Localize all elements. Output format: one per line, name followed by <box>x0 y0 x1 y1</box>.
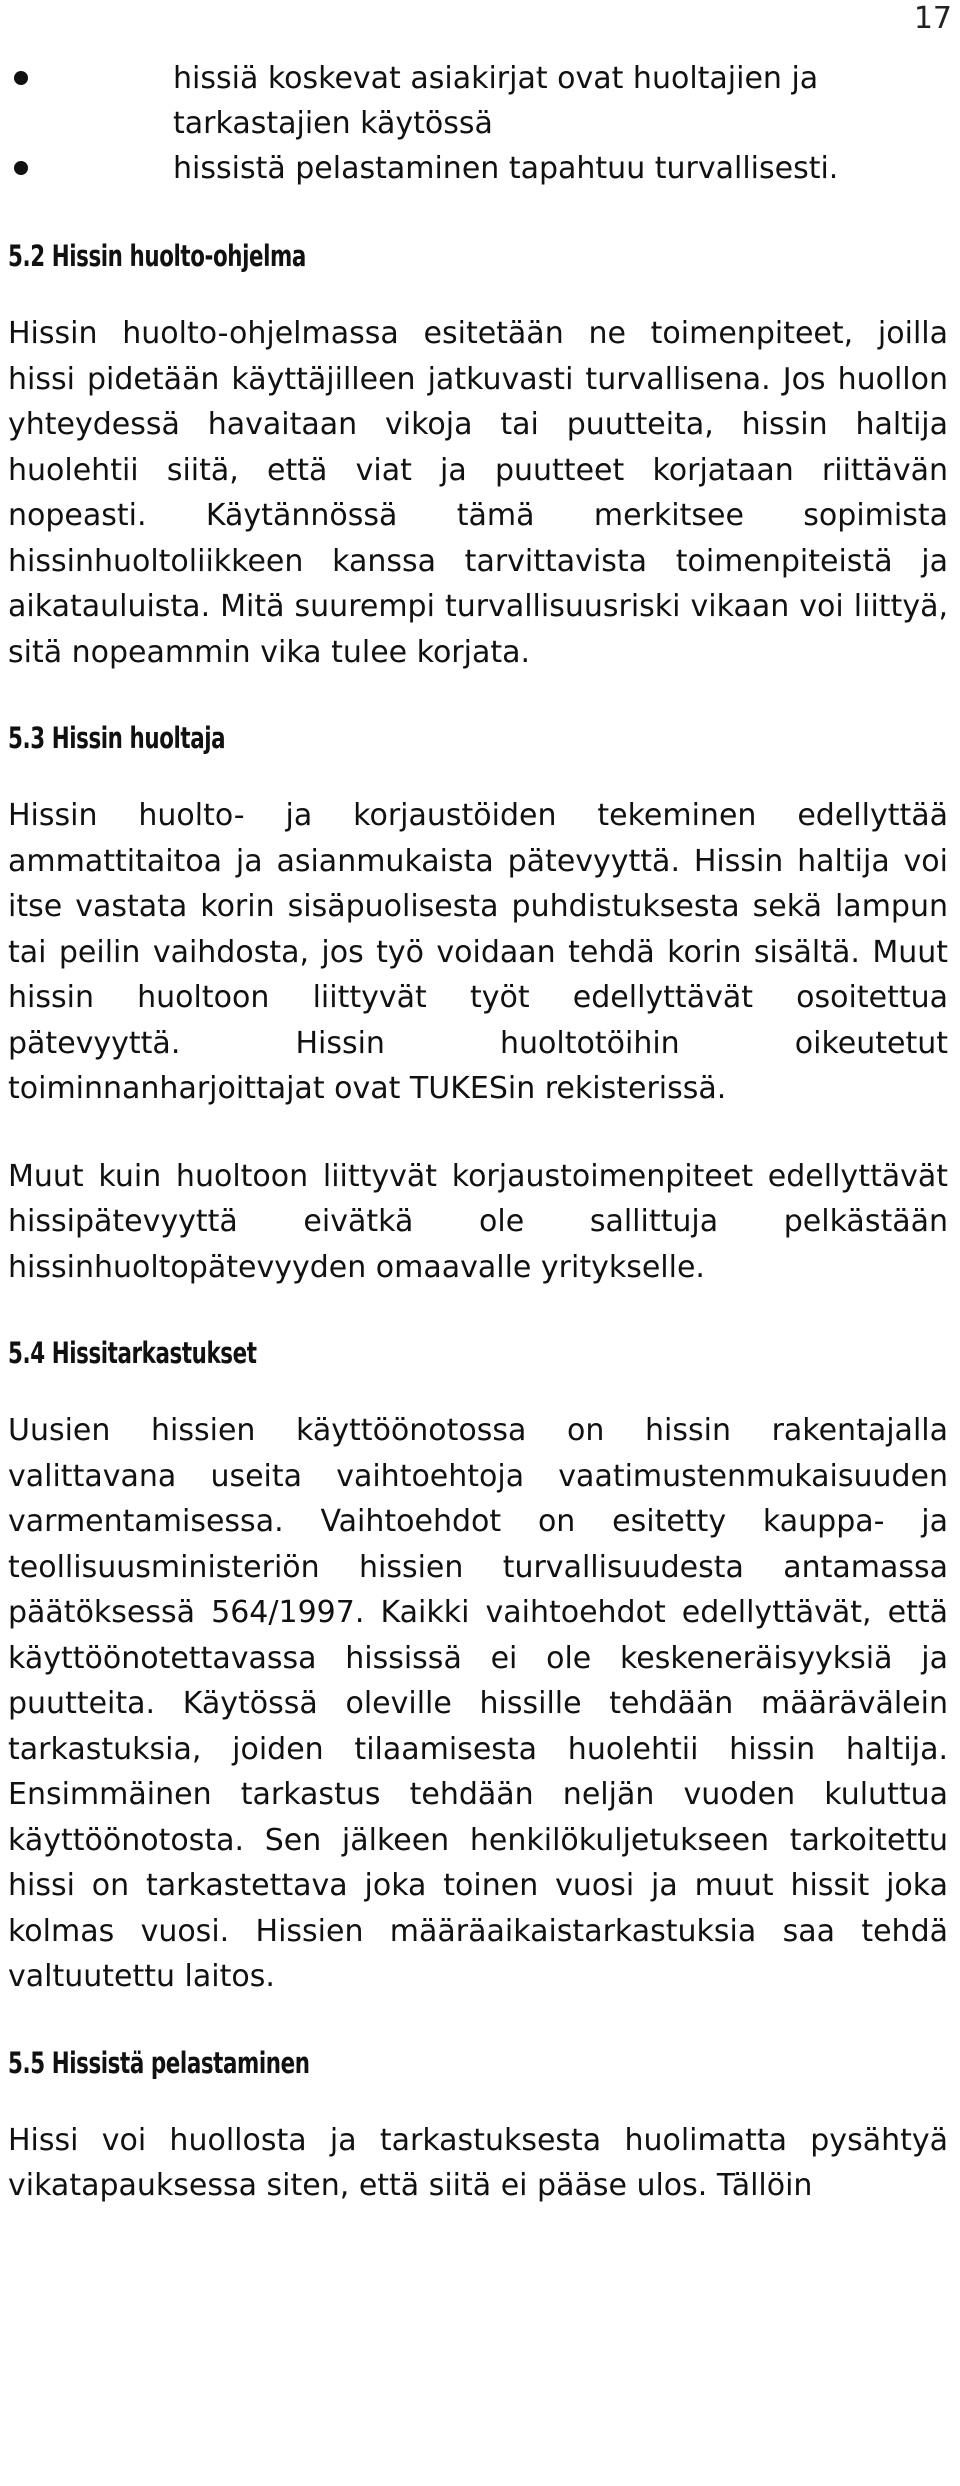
bullet-text: hissiä koskevat asiakirjat ovat huoltajien ja tarkastajien käytössä <box>173 61 819 141</box>
section-5-2 <box>8 235 948 675</box>
bullet-text: hissistä pelastaminen tapahtuu turvallisesti. <box>173 151 839 186</box>
paragraph: Hissin huolto- ja korjaustöiden tekeminen edellyttää ammattitaitoa ja asianmukaista pätevyyttä. Hissin haltija voi itse vastata korin sisäpuolisesta puhdistuksesta sekä lampun tai peilin vaihdosta, jos työ voidaan tehdä korin sisältä. Muut hissin huoltoon liittyvät työt edellyttävät osoitettua pätevyyttä. Hissin huoltotöihin oikeutetut toiminnanharjoittajat ovat TUKESin rekisterissä. <box>8 798 948 1106</box>
page-content <box>8 56 948 2209</box>
paragraph: Hissi voi huollosta ja tarkastuksesta huolimatta pysähtyä vikatapauksessa siten, että siitä ei pääse ulos. Tällöin <box>8 2122 948 2203</box>
bullet-icon <box>14 71 28 85</box>
paragraph: Hissin huolto-ohjelmassa esitetään ne toimenpiteet, joilla hissi pidetään käyttäjilleen jatkuvasti turvallisena. Jos huollon yhteydessä havaitaan vikoja tai puutteita, hissin haltija huolehtii siitä, että viat ja puutteet korjataan riittävän nopeasti. Käytännössä tämä merkitsee sopimista hissinhuoltoliikkeen kanssa tarvittavista toimenpiteistä ja aikatauluista. Mitä suurempi turvallisuusriski vikaan voi liittyä, sitä nopeammin vika tulee korjata. <box>8 316 948 670</box>
bullet-list <box>8 56 948 191</box>
section-heading: 5.4 Hissitarkastukset <box>8 1336 257 1370</box>
bullet-item <box>8 56 948 146</box>
bullet-item <box>8 146 948 191</box>
page-number: 17 <box>913 1 952 36</box>
section-5-5 <box>8 2042 948 2209</box>
section-heading: 5.3 Hissin huoltaja <box>8 721 226 755</box>
paragraph: Uusien hissien käyttöönotossa on hissin rakentajalla valittavana useita vaihtoehtoja vaatimustenmukaisuuden varmentamisessa. Vaihtoehdot on esitetty kauppa- ja teollisuusministeriön hissien turvallisuudesta antamassa päätöksessä 564/1997. Kaikki vaihtoehdot edellyttävät, että käyttöönotettavassa hississä ei ole keskeneräisyyksiä ja puutteita. Käytössä oleville hissille tehdään määrävälein tarkastuksia, joiden tilaamisesta huolehtii hissin haltija. Ensimmäinen tarkastus tehdään neljän vuoden kuluttua käyttöönotosta. Sen jälkeen henkilökuljetukseen tarkoitettu hissi on tarkastettava joka toinen vuosi ja muut hissit joka kolmas vuosi. Hissien määräaikaistarkastuksia saa tehdä valtuutettu laitos. <box>8 1413 948 1994</box>
bullet-icon <box>14 161 28 175</box>
section-5-3 <box>8 717 948 1290</box>
section-5-4 <box>8 1332 948 2000</box>
section-heading: 5.2 Hissin huolto-ohjelma <box>8 239 306 273</box>
section-heading: 5.5 Hissistä pelastaminen <box>8 2045 310 2080</box>
paragraph: Muut kuin huoltoon liittyvät korjaustoimenpiteet edellyttävät hissipätevyyttä eivätkä ole sallittuja pelkästään hissinhuoltopätevyyden omaavalle yritykselle. <box>8 1158 948 1285</box>
